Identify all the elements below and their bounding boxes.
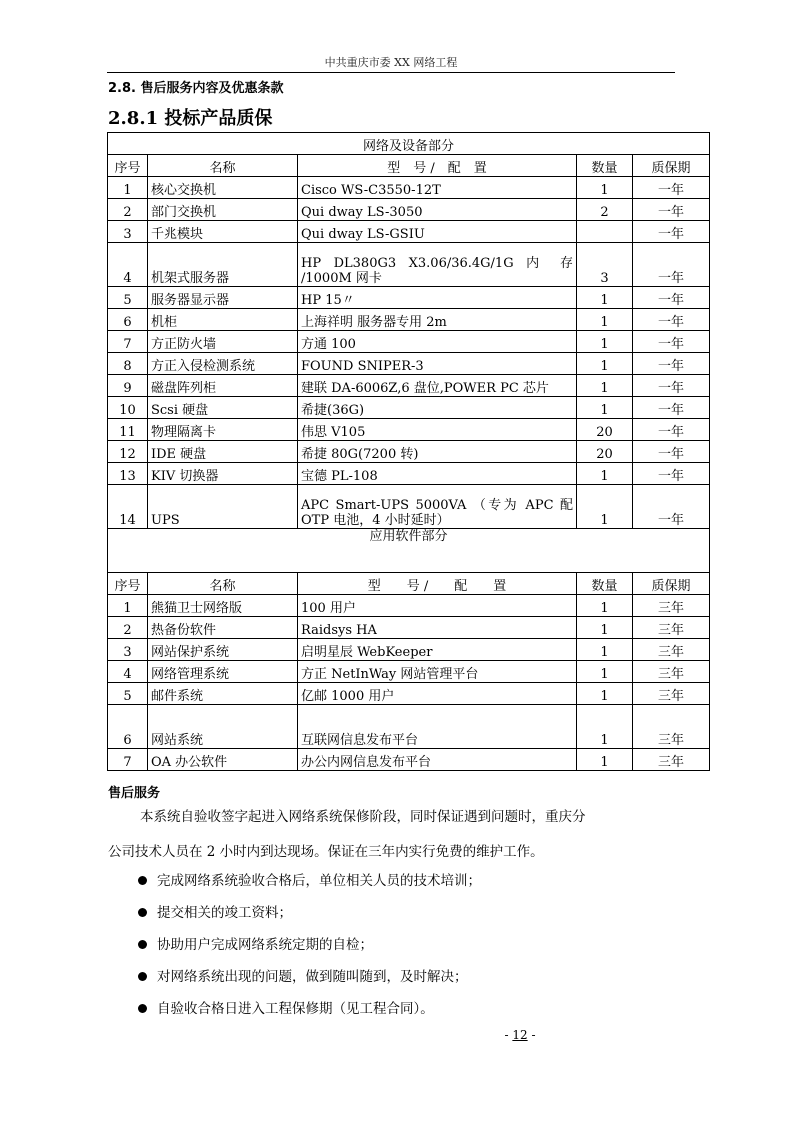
table-row — [108, 705, 710, 749]
table-row — [108, 397, 710, 419]
item-model: 办公内网信息发布平台 — [298, 749, 577, 771]
item-quantity: 1 — [577, 309, 633, 331]
table-row — [108, 661, 710, 683]
item-name: 服务器显示器 — [148, 287, 298, 309]
subsection-heading: 2.8.1 投标产品质保 — [108, 108, 273, 129]
col-header-model: 型 号 / 配 置 — [298, 155, 577, 177]
row-number: 2 — [108, 617, 148, 639]
item-warranty: 一年 — [633, 287, 710, 309]
warranty-table — [107, 132, 710, 771]
item-model: Qui dway LS-3050 — [298, 199, 577, 221]
item-quantity: 1 — [577, 397, 633, 419]
item-name: 磁盘阵列柜 — [148, 375, 298, 397]
header-rule — [107, 72, 675, 73]
item-model: Raidsys HA — [298, 617, 577, 639]
row-number: 9 — [108, 375, 148, 397]
item-quantity: 1 — [577, 639, 633, 661]
software-header-row — [108, 573, 710, 595]
item-name: 熊猫卫士网络版 — [148, 595, 298, 617]
table-row — [108, 749, 710, 771]
item-quantity — [577, 221, 633, 243]
item-quantity: 1 — [577, 177, 633, 199]
col-header-warranty: 质保期 — [633, 155, 710, 177]
item-name: 物理隔离卡 — [148, 419, 298, 441]
item-warranty: 三年 — [633, 661, 710, 683]
row-number: 1 — [108, 177, 148, 199]
item-model: HP DL380G3 X3.06/36.4G/1G 内 存 /1000M 网卡 — [298, 243, 577, 287]
item-model: Qui dway LS-GSIU — [298, 221, 577, 243]
row-number: 11 — [108, 419, 148, 441]
item-warranty: 一年 — [633, 375, 710, 397]
item-warranty: 一年 — [633, 485, 710, 529]
item-warranty: 一年 — [633, 199, 710, 221]
col-header-name: 名称 — [148, 573, 298, 595]
after-sales-paragraph-line2: 公司技术人员在 2 小时内到达现场。保证在三年内实行免费的维护工作。 — [108, 844, 544, 860]
item-warranty: 一年 — [633, 441, 710, 463]
bullet-icon — [138, 940, 147, 949]
row-number: 5 — [108, 287, 148, 309]
list-item — [136, 968, 481, 1000]
row-number: 10 — [108, 397, 148, 419]
page-number: - 12 - — [504, 1028, 536, 1042]
item-quantity: 1 — [577, 661, 633, 683]
table-row — [108, 177, 710, 199]
table-row — [108, 353, 710, 375]
after-sales-list — [136, 872, 481, 1032]
item-warranty: 一年 — [633, 397, 710, 419]
item-model: 方正 NetInWay 网站管理平台 — [298, 661, 577, 683]
item-name: UPS — [148, 485, 298, 529]
item-name: Scsi 硬盘 — [148, 397, 298, 419]
item-model: 希捷(36G) — [298, 397, 577, 419]
row-number: 13 — [108, 463, 148, 485]
item-quantity: 1 — [577, 375, 633, 397]
item-model: 启明星辰 WebKeeper — [298, 639, 577, 661]
col-header-model: 型 号 / 配 置 — [298, 573, 577, 595]
item-quantity: 1 — [577, 595, 633, 617]
list-item — [136, 936, 481, 968]
row-number: 3 — [108, 639, 148, 661]
item-quantity: 1 — [577, 749, 633, 771]
item-warranty: 一年 — [633, 243, 710, 287]
item-name: OA 办公软件 — [148, 749, 298, 771]
table-row — [108, 595, 710, 617]
item-name: 热备份软件 — [148, 617, 298, 639]
item-model: APC Smart-UPS 5000VA （专为 APC 配 OTP 电池，4 小时延时） — [298, 485, 577, 529]
item-model: 亿邮 1000 用户 — [298, 683, 577, 705]
row-number: 1 — [108, 595, 148, 617]
col-header-qty: 数量 — [577, 573, 633, 595]
item-warranty: 一年 — [633, 463, 710, 485]
list-item-text: 自验收合格日进入工程保修期（见工程合同）。 — [157, 1001, 434, 1017]
item-model: HP 15〃 — [298, 287, 577, 309]
running-header: 中共重庆市委 XX 网络工程 — [324, 56, 458, 69]
table-row — [108, 309, 710, 331]
item-warranty: 一年 — [633, 309, 710, 331]
list-item-text: 协助用户完成网络系统定期的自检； — [157, 937, 373, 953]
item-quantity: 1 — [577, 485, 633, 529]
item-quantity: 1 — [577, 705, 633, 749]
item-quantity: 1 — [577, 331, 633, 353]
item-warranty: 一年 — [633, 177, 710, 199]
bullet-icon — [138, 876, 147, 885]
table-row — [108, 243, 710, 287]
hardware-section-title: 网络及设备部分 — [108, 133, 710, 155]
item-name: 方正防火墙 — [148, 331, 298, 353]
list-item — [136, 872, 481, 904]
table-row — [108, 617, 710, 639]
item-name: 机架式服务器 — [148, 243, 298, 287]
col-header-name: 名称 — [148, 155, 298, 177]
col-header-no: 序号 — [108, 155, 148, 177]
row-number: 4 — [108, 661, 148, 683]
item-quantity: 20 — [577, 441, 633, 463]
table-row — [108, 463, 710, 485]
item-model: 伟思 V105 — [298, 419, 577, 441]
table-row — [108, 419, 710, 441]
item-quantity: 1 — [577, 617, 633, 639]
item-warranty: 一年 — [633, 331, 710, 353]
item-warranty: 三年 — [633, 749, 710, 771]
row-number: 7 — [108, 331, 148, 353]
item-warranty: 三年 — [633, 683, 710, 705]
col-header-warranty: 质保期 — [633, 573, 710, 595]
row-number: 4 — [108, 243, 148, 287]
after-sales-title: 售后服务 — [108, 786, 161, 801]
table-row — [108, 287, 710, 309]
item-quantity: 1 — [577, 463, 633, 485]
table-row — [108, 639, 710, 661]
item-warranty: 三年 — [633, 705, 710, 749]
table-row — [108, 441, 710, 463]
item-quantity: 1 — [577, 287, 633, 309]
table-row — [108, 485, 710, 529]
item-warranty: 一年 — [633, 353, 710, 375]
item-quantity: 20 — [577, 419, 633, 441]
table-row — [108, 683, 710, 705]
item-warranty: 三年 — [633, 595, 710, 617]
page-number-value: 12 — [512, 1028, 528, 1042]
item-name: 核心交换机 — [148, 177, 298, 199]
item-name: 部门交换机 — [148, 199, 298, 221]
item-quantity: 1 — [577, 683, 633, 705]
row-number: 6 — [108, 309, 148, 331]
list-item — [136, 1000, 481, 1032]
item-model: 宝德 PL-108 — [298, 463, 577, 485]
item-warranty: 三年 — [633, 639, 710, 661]
item-model: 100 用户 — [298, 595, 577, 617]
row-number: 6 — [108, 705, 148, 749]
table-row — [108, 199, 710, 221]
list-item-text: 完成网络系统验收合格后，单位相关人员的技术培训； — [157, 873, 481, 889]
item-model: 方通 100 — [298, 331, 577, 353]
item-quantity: 2 — [577, 199, 633, 221]
item-quantity: 1 — [577, 353, 633, 375]
item-model: 希捷 80G(7200 转) — [298, 441, 577, 463]
list-item-text: 提交相关的竣工资料； — [157, 905, 292, 921]
list-item — [136, 904, 481, 936]
item-name: IDE 硬盘 — [148, 441, 298, 463]
item-model: 互联网信息发布平台 — [298, 705, 577, 749]
row-number: 5 — [108, 683, 148, 705]
table-row — [108, 375, 710, 397]
after-sales-paragraph-line1: 本系统自验收签字起进入网络系统保修阶段，同时保证遇到问题时，重庆分 — [140, 809, 586, 825]
software-section-title: 应用软件部分 — [108, 529, 710, 573]
bullet-icon — [138, 908, 147, 917]
hardware-header-row — [108, 155, 710, 177]
item-warranty: 一年 — [633, 419, 710, 441]
table-row — [108, 331, 710, 353]
row-number: 14 — [108, 485, 148, 529]
row-number: 8 — [108, 353, 148, 375]
col-header-no: 序号 — [108, 573, 148, 595]
item-name: KIV 切换器 — [148, 463, 298, 485]
item-model: 上海祥明 服务器专用 2m — [298, 309, 577, 331]
row-number: 3 — [108, 221, 148, 243]
row-number: 7 — [108, 749, 148, 771]
item-name: 网络管理系统 — [148, 661, 298, 683]
col-header-qty: 数量 — [577, 155, 633, 177]
bullet-icon — [138, 972, 147, 981]
section-heading: 2.8. 售后服务内容及优惠条款 — [108, 81, 284, 96]
list-item-text: 对网络系统出现的问题，做到随叫随到，及时解决； — [157, 969, 468, 985]
item-name: 网站保护系统 — [148, 639, 298, 661]
item-model: 建联 DA-6006Z,6 盘位,POWER PC 芯片 — [298, 375, 577, 397]
row-number: 12 — [108, 441, 148, 463]
item-quantity: 3 — [577, 243, 633, 287]
bullet-icon — [138, 1004, 147, 1013]
row-number: 2 — [108, 199, 148, 221]
item-warranty: 一年 — [633, 221, 710, 243]
item-name: 机柜 — [148, 309, 298, 331]
item-model: FOUND SNIPER-3 — [298, 353, 577, 375]
item-name: 网站系统 — [148, 705, 298, 749]
item-name: 千兆模块 — [148, 221, 298, 243]
item-model: Cisco WS-C3550-12T — [298, 177, 577, 199]
table-row — [108, 221, 710, 243]
item-warranty: 三年 — [633, 617, 710, 639]
item-name: 邮件系统 — [148, 683, 298, 705]
item-name: 方正入侵检测系统 — [148, 353, 298, 375]
